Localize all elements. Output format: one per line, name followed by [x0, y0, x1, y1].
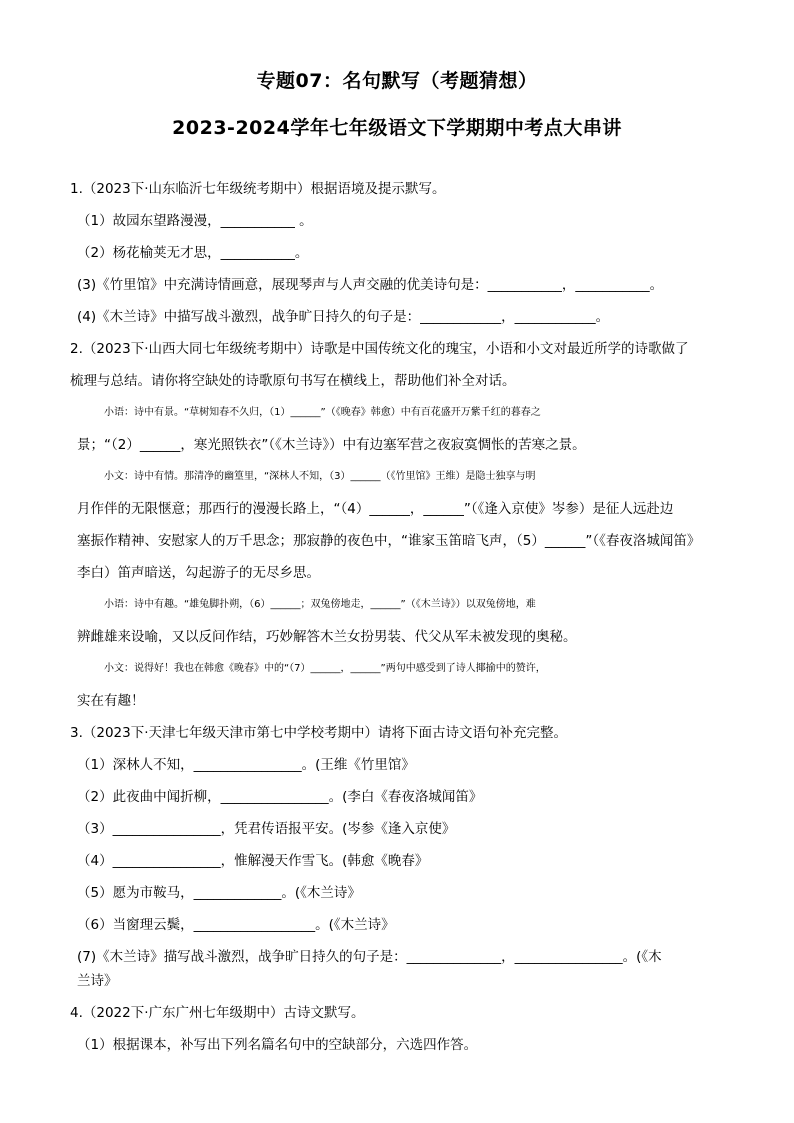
q3-item-2: （2）此夜曲中闻折柳，________________。(李白《春夜洛城闻笛》 [77, 789, 483, 805]
q1-item-3: (3)《竹里馆》中充满诗情画意，展现琴声与人声交融的优美诗句是：___________，___________。 [77, 277, 664, 293]
q2-para-4-line-2: 实在有趣！ [77, 693, 145, 709]
q3-item-4: （4）________________，惟解漫天作雪飞。(韩愈《晚春》 [77, 853, 429, 869]
q4-stem: 4.（2022下·广东广州七年级期中）古诗文默写。 [70, 1005, 365, 1021]
q3-item-7: (7)《木兰诗》描写战斗激烈，战争旷日持久的句子是：______________，________________。(《木 [77, 949, 662, 965]
q2-stem-line-1: 2.（2023下·山西大同七年级统考期中）诗歌是中国传统文化的瑰宝，小语和小文对最近所学的诗歌做了 [70, 341, 689, 357]
q3-item-1: （1）深林人不知，________________。(王维《竹里馆》 [77, 757, 415, 773]
document-subtitle: 2023-2024学年七年级语文下学期期中考点大串讲 [172, 117, 622, 139]
q1-stem: 1.（2023下·山东临沂七年级统考期中）根据语境及提示默写。 [70, 181, 446, 197]
q2-para-1-line-1: 小语：诗中有景。“草树知春不久归，（1）______”（《晚春》韩愈）中有百花盛开万紫千红的暮春之 [104, 407, 541, 418]
q1-item-2: （2）杨花榆荚无才思，___________。 [77, 245, 309, 261]
q3-item-6: （6）当窗理云鬓，__________________。(《木兰诗》 [77, 917, 395, 933]
q2-para-2-line-2: 月作伴的无限惬意；那西行的漫漫长路上，“（4）______，______”（《逢入京使》岑参）是征人远赴边 [77, 501, 674, 517]
q2-para-2-line-3: 塞振作精神、安慰家人的万千思念；那寂静的夜色中，“谁家玉笛暗飞声，（5）______”（《春夜洛城闻笛》 [77, 533, 701, 549]
q3-item-5: （5）愿为市鞍马，_____________。(《木兰诗》 [77, 885, 361, 901]
q2-para-1-line-2: 景；“（2）______，寒光照铁衣”（《木兰诗》）中有边塞军营之夜寂寞惆怅的苦寒之景。 [77, 437, 586, 453]
q2-para-3-line-2: 辨雌雄来设喻，又以反问作结，巧妙解答木兰女扮男装、代父从军未被发现的奥秘。 [77, 629, 577, 645]
q2-para-2-line-1: 小文：诗中有情。那清净的幽篁里，“深林人不知，（3）______（《竹里馆》王维）是隐士独享与明 [104, 471, 536, 482]
q2-stem-line-2: 梳理与总结。请你将空缺处的诗歌原句书写在横线上，帮助他们补全对话。 [70, 373, 516, 389]
q4-item-1: （1）根据课本，补写出下列名篇名句中的空缺部分，六选四作答。 [77, 1037, 478, 1053]
document-title: 专题07：名句默写（考题猜想） [256, 70, 538, 92]
q1-item-4: (4)《木兰诗》中描写战斗激烈，战争旷日持久的句子是：____________，____________。 [77, 309, 610, 325]
q2-para-2-line-4: 李白）笛声暗送，勾起游子的无尽乡思。 [77, 565, 320, 581]
q2-para-4-line-1: 小文：说得好！我也在韩愈《晚春》中的“（7）______，______”两句中感受到了诗人揶揄中的赞许， [104, 663, 546, 674]
q3-item-3: （3）________________，凭君传语报平安。(岑参《逢入京使》 [77, 821, 456, 837]
q1-item-1: （1）故园东望路漫漫，___________ 。 [77, 213, 313, 229]
q3-item-7-continued: 兰诗》 [77, 973, 118, 989]
q2-para-3-line-1: 小语：诗中有趣。“雄兔脚扑朔，（6）______；双兔傍地走，______”（《木兰诗》）以双兔傍地，难 [104, 599, 536, 610]
q3-stem: 3.（2023下·天津七年级天津市第七中学校考期中）请将下面古诗文语句补充完整。 [70, 725, 568, 741]
